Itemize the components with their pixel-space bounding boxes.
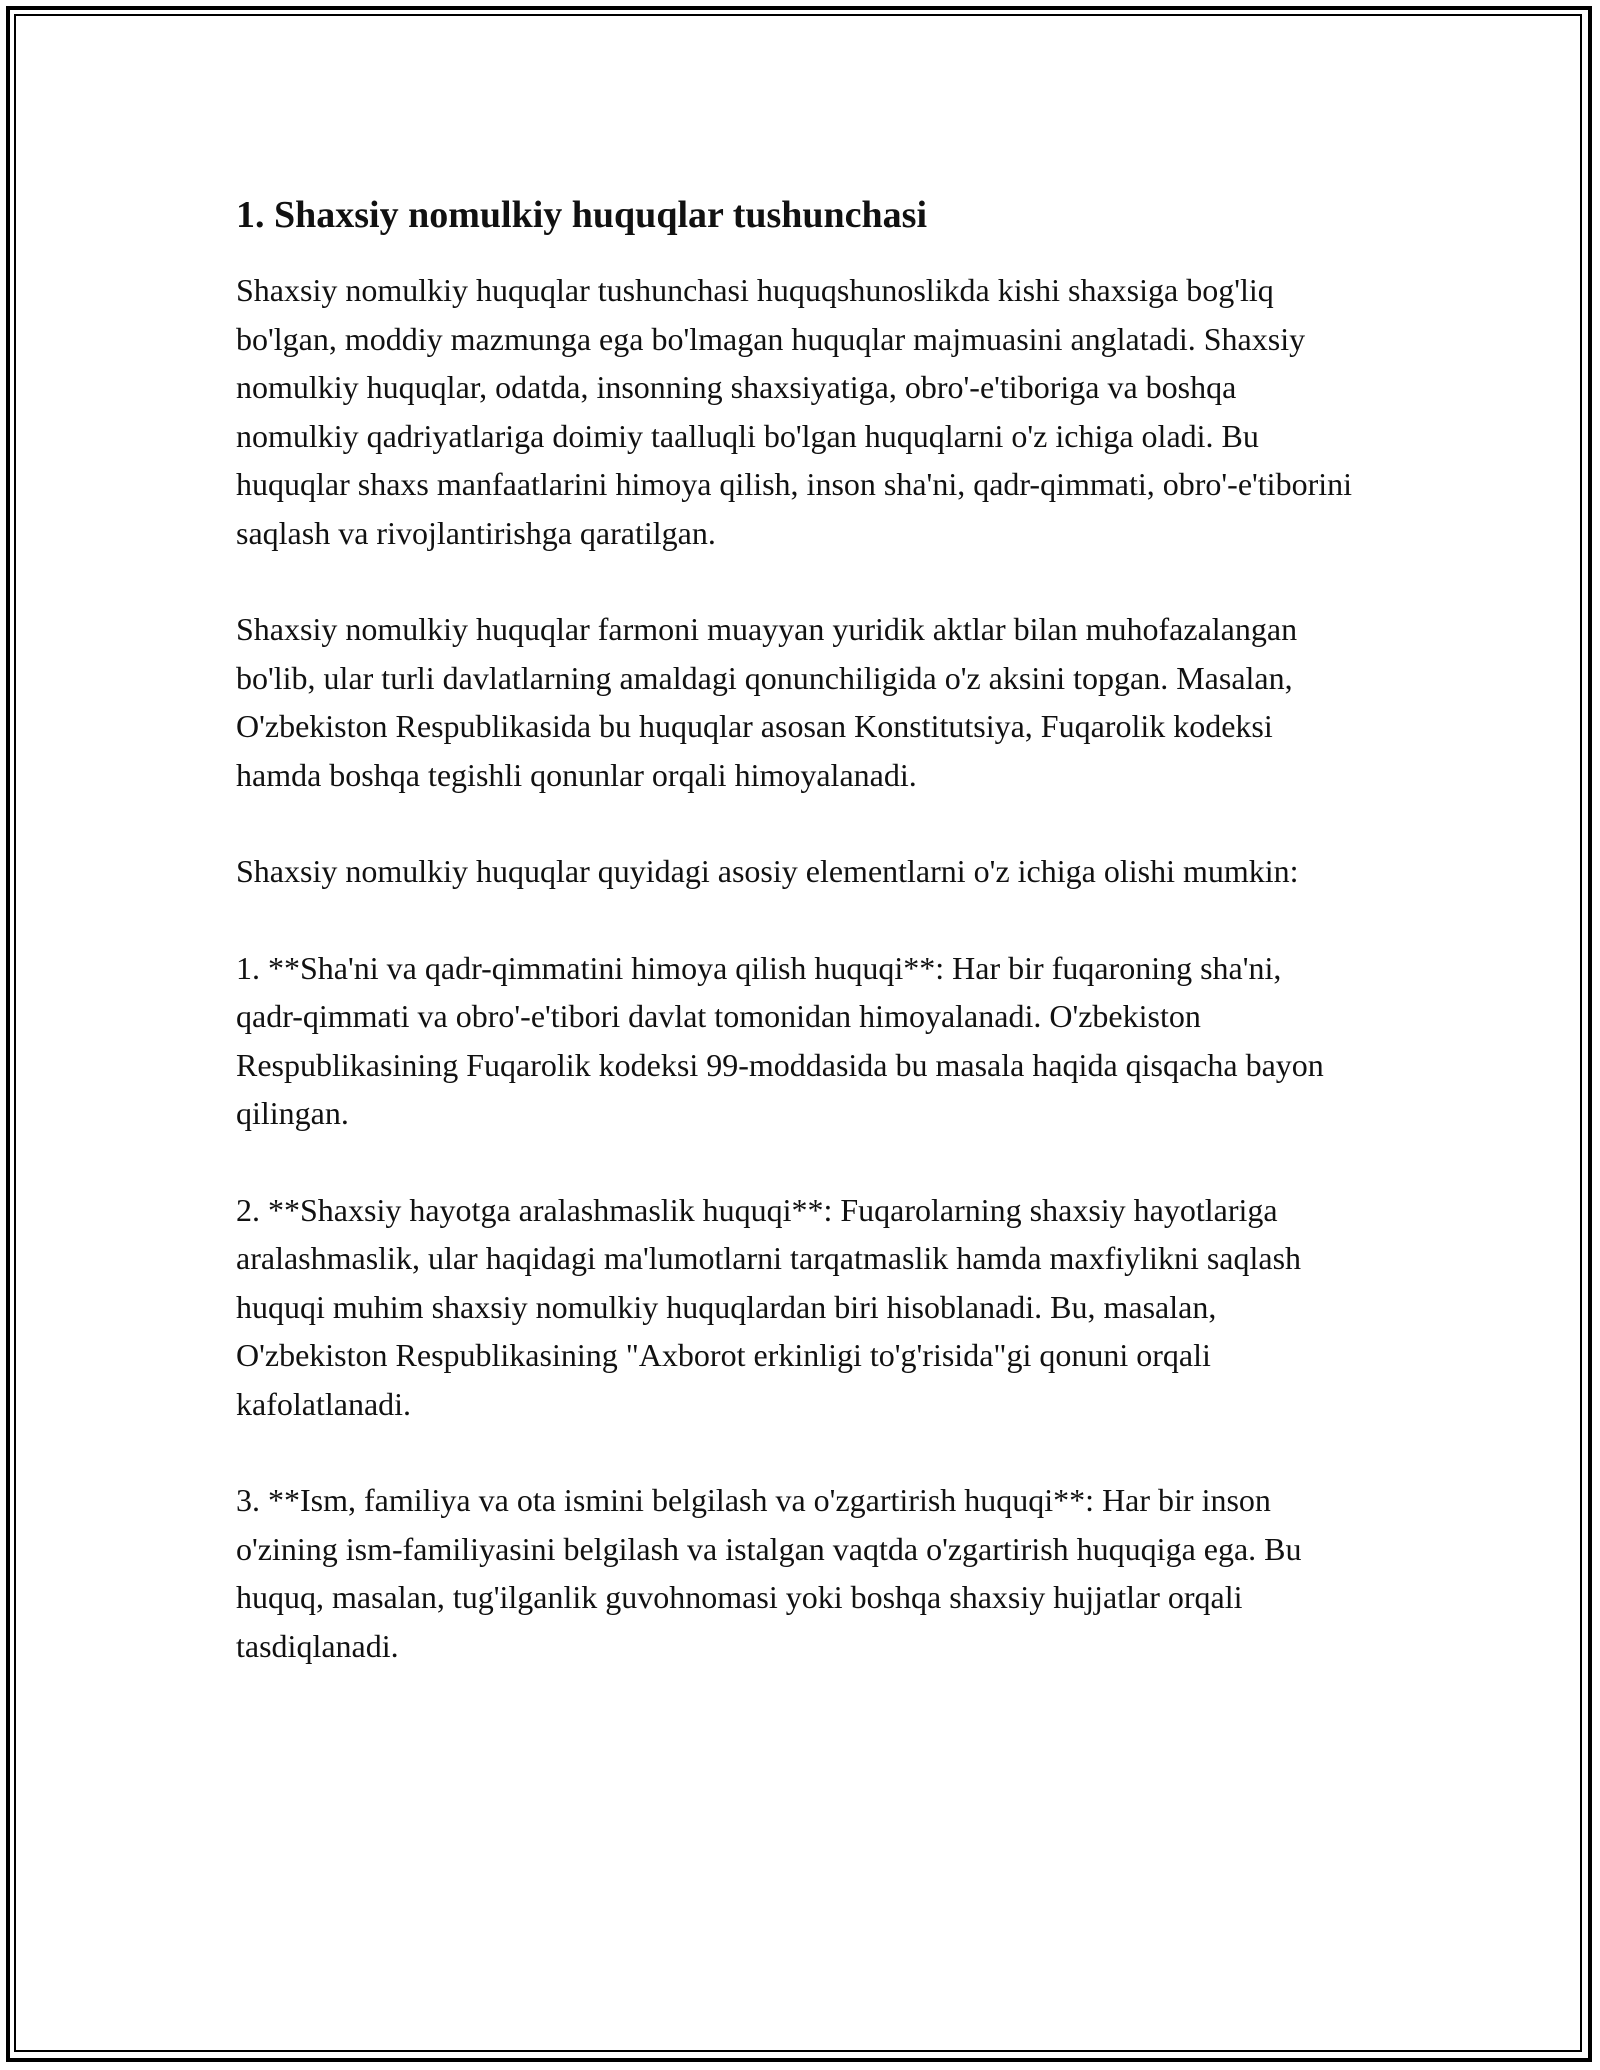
document-body [236, 186, 1356, 1718]
list-item-honor-dignity: 1. **Sha'ni va qadr-qimmatini himoya qilish huquqi**: Har bir fuqaroning sha'ni, qadr-qimmati va obro'-e'tibori davlat tomonidan himoyalanadi. O'zbekiston Respublikasining Fuqarolik kodeksi 99-moddasida bu masala haqida qisqacha bayon qilingan. [236, 949, 1324, 1131]
paragraph-definition: Shaxsiy nomulkiy huquqlar tushunchasi huquqshunoslikda kishi shaxsiga bog'liq bo'lgan, moddiy mazmunga ega bo'lmagan huquqlar majmuasini anglatadi. Shaxsiy nomulkiy huquqlar, odatda, insonning shaxsiyatiga, obro'-e'tiboriga va boshqa nomulkiy qadriyatlariga doimiy taalluqli bo'lgan huquqlarni o'z ichiga oladi. Bu huquqlar shaxs manfaatlarini himoya qilish, inson sha'ni, qadr-qimmati, obro'-e'tiborini saqlash va rivojlantirishga qaratilgan. [236, 272, 1352, 551]
list-item-name-rights: 3. **Ism, familiya va ota ismini belgilash va o'zgartirish huquqi**: Har bir inson o'zining ism-familiyasini belgilash va istalgan vaqtda o'zgartirish huquqiga ega. Bu huquq, masalan, tug'ilganlik guvohnomasi yoki boshqa shaxsiy hujjatlar orqali tasdiqlanadi. [236, 1482, 1302, 1664]
paragraph-legal-basis: Shaxsiy nomulkiy huquqlar farmoni muayyan yuridik aktlar bilan muhofazalangan bo'lib, ular turli davlatlarning amaldagi qonunchiligida o'z aksini topgan. Masalan, O'zbekiston Respublikasida bu huquqlar asosan Konstitutsiya, Fuqarolik kodeksi hamda boshqa tegishli qonunlar orqali himoyalanadi. [236, 611, 1298, 793]
paragraph-elements-intro: Shaxsiy nomulkiy huquqlar quyidagi asosiy elementlarni o'z ichiga olishi mumkin: [236, 853, 1299, 889]
list-item-privacy: 2. **Shaxsiy hayotga aralashmaslik huquqi**: Fuqarolarning shaxsiy hayotlariga aralashmaslik, ular haqidagi ma'lumotlarni tarqatmaslik hamda maxfiylikni saqlash huquqi muhim shaxsiy nomulkiy huquqlardan biri hisoblanadi. Bu, masalan, O'zbekiston Respublikasining "Axborot erkinligi to'g'risida"gi qonuni orqali kafolatlanadi. [236, 1191, 1302, 1422]
page-title: 1. Shaxsiy nomulkiy huquqlar tushunchasi [236, 194, 928, 236]
